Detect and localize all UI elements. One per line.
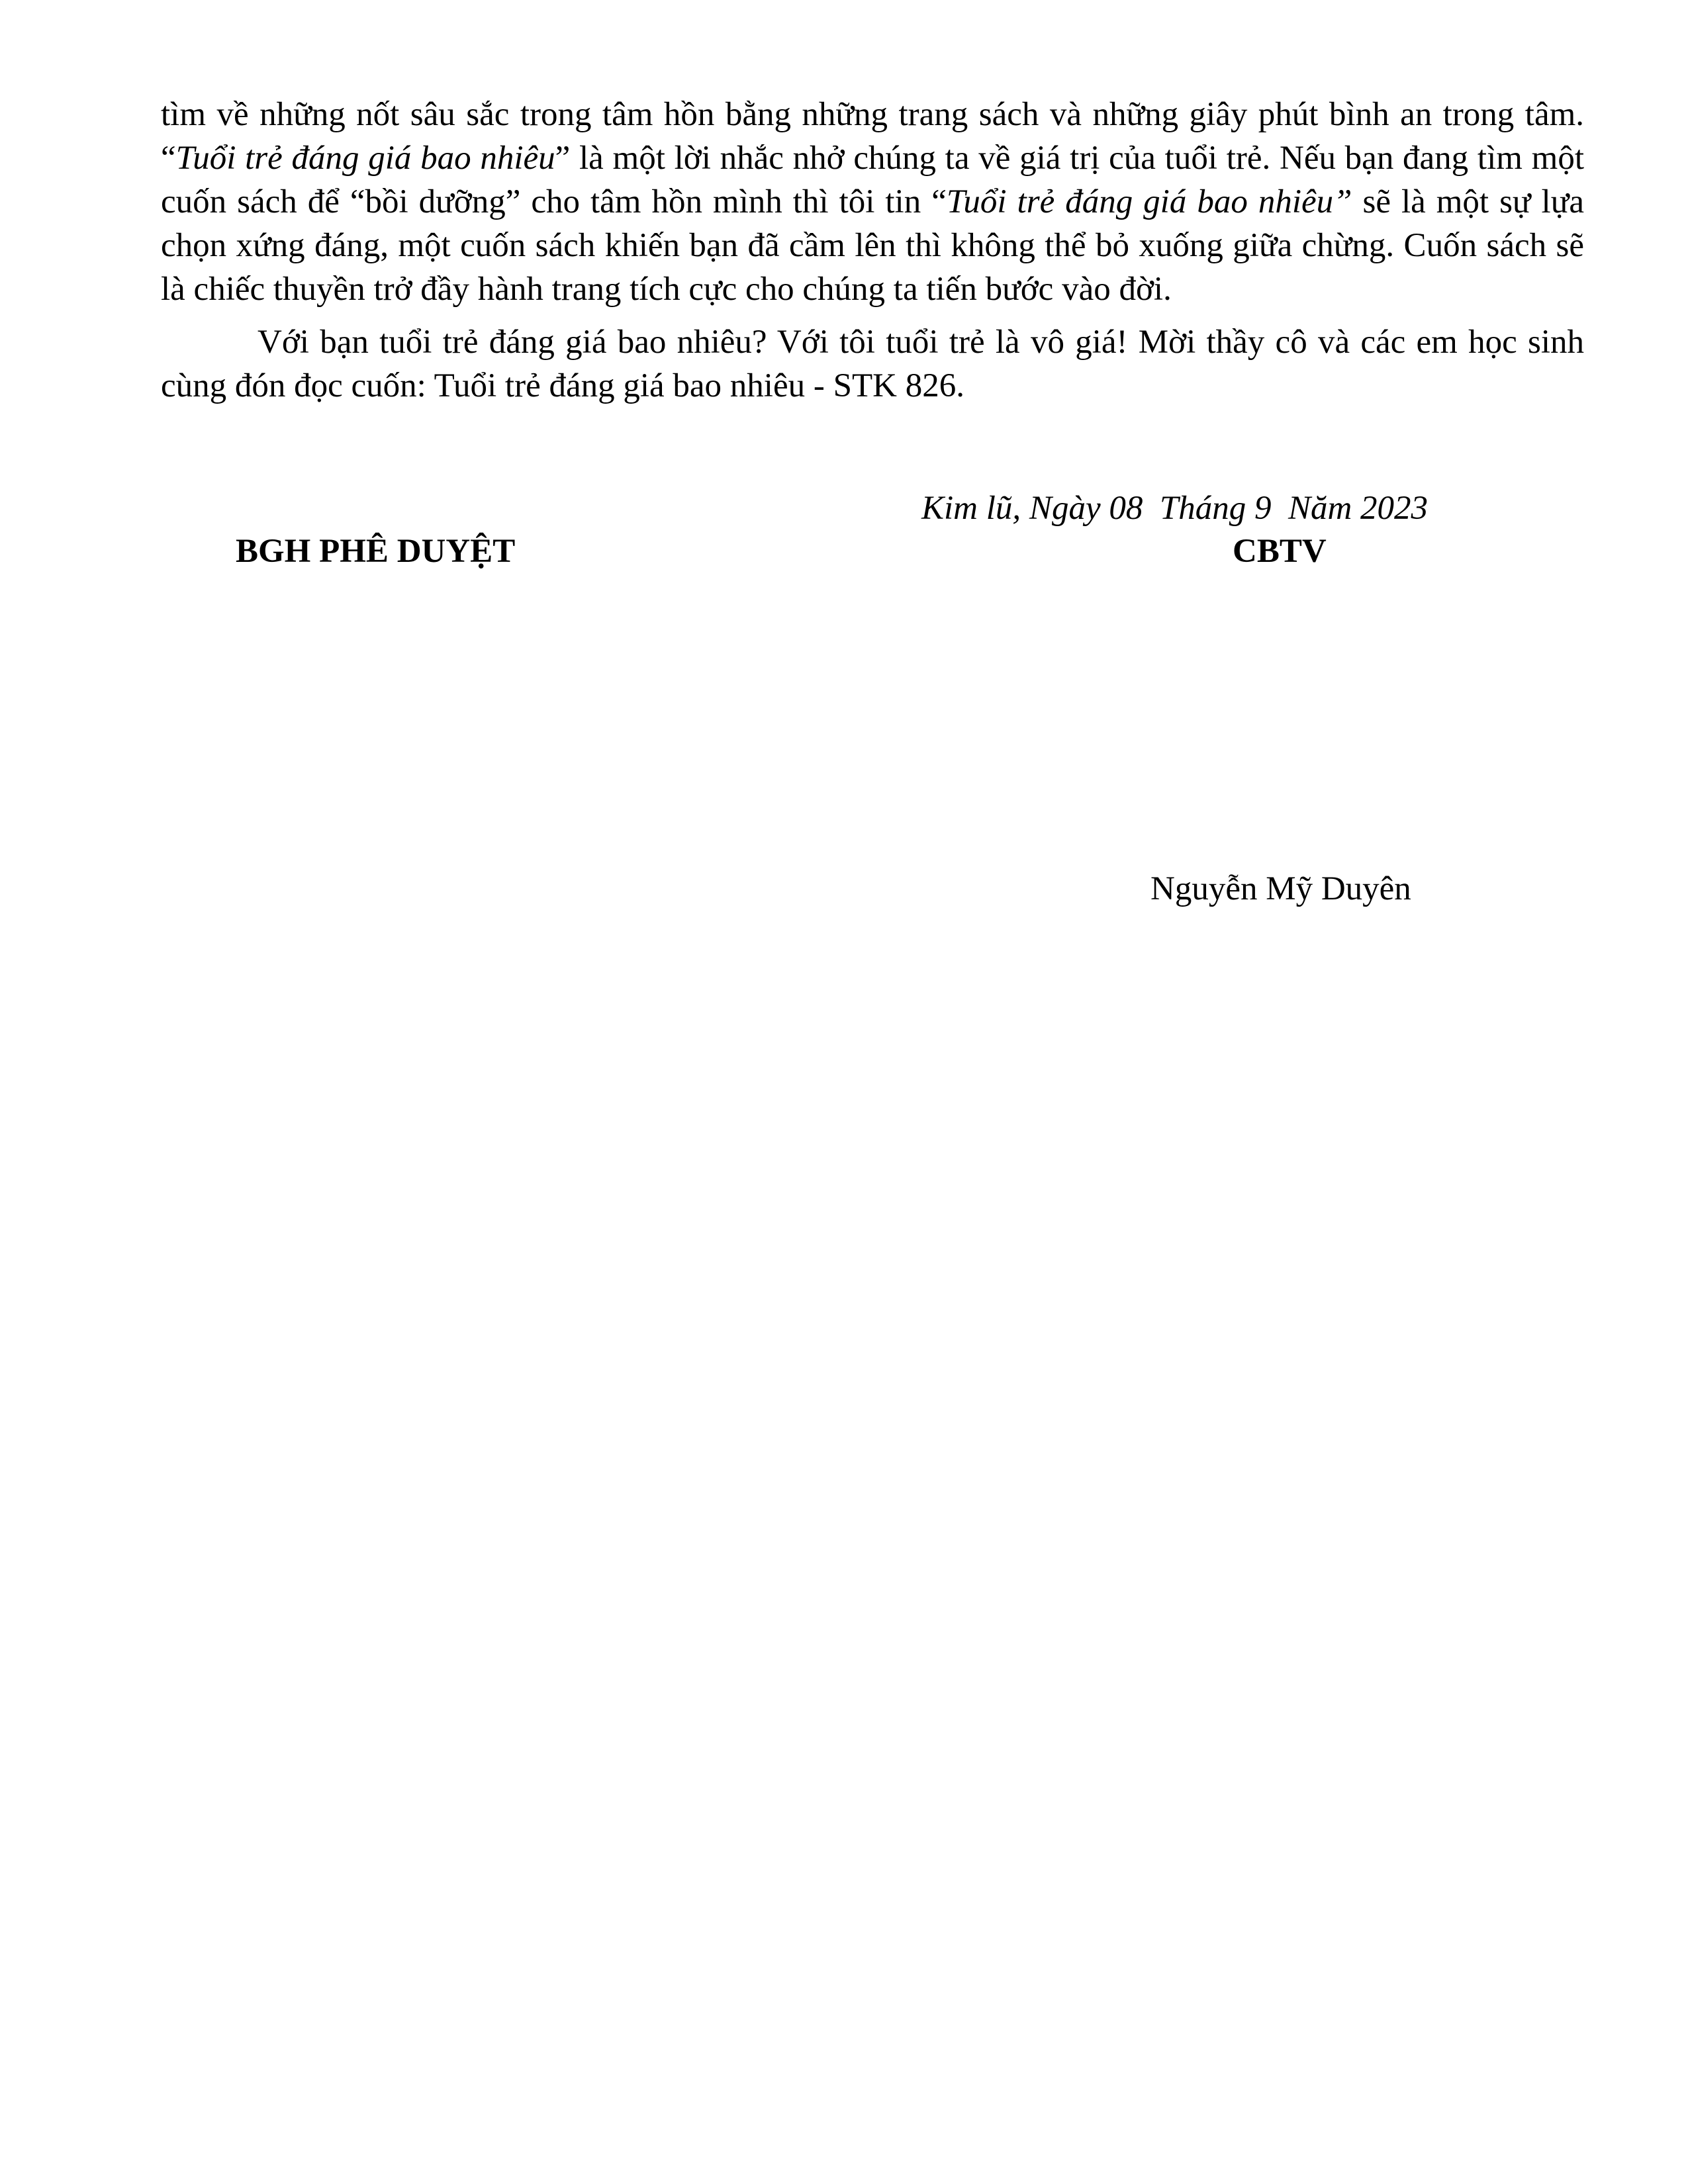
text-run: ” là một lời nhắc nhở chúng ta về giá trị của tuổi trẻ. Nếu bạn đang tìm một cuốn sách để “bồi dưỡng” cho tâm hồn mình thì tôi tin “ [161, 140, 1584, 220]
book-title-italic: Tuổi trẻ đáng giá bao nhiêu [175, 140, 555, 177]
signer-name: Nguyễn Mỹ Duyên [1150, 870, 1411, 907]
book-title-italic: Tuổi trẻ đáng giá bao nhiêu” [946, 183, 1352, 220]
body-text [161, 93, 1584, 408]
paragraph-book-review [161, 93, 1584, 311]
paragraph-invitation [161, 320, 1584, 408]
text-run: tìm về những nốt sâu sắc trong tâm hồn bằng những trang sách và những giây phút bình an trong tâm. “ [161, 96, 1584, 177]
text-run: sẽ là một sự lựa chọn xứng đáng, một cuốn sách khiến bạn đã cầm lên thì không thể bỏ xuống giữa chừng. Cuốn sách sẽ là chiếc thuyền trở đầy hành trang tích cực cho chúng ta tiến bước vào đời. [161, 183, 1584, 308]
text-run: Với bạn tuổi trẻ đáng giá bao nhiêu? Với tôi tuổi trẻ là vô giá! Mời thầy cô và các em học sinh cùng đón đọc cuốn: Tuổi trẻ đáng giá bao nhiêu - STK 826. [161, 324, 1584, 404]
approval-title: BGH PHÊ DUYỆT [236, 533, 516, 570]
date-line: Kim lũ, Ngày 08 Tháng 9 Năm 2023 [921, 490, 1429, 527]
librarian-title: CBTV [1233, 533, 1327, 570]
